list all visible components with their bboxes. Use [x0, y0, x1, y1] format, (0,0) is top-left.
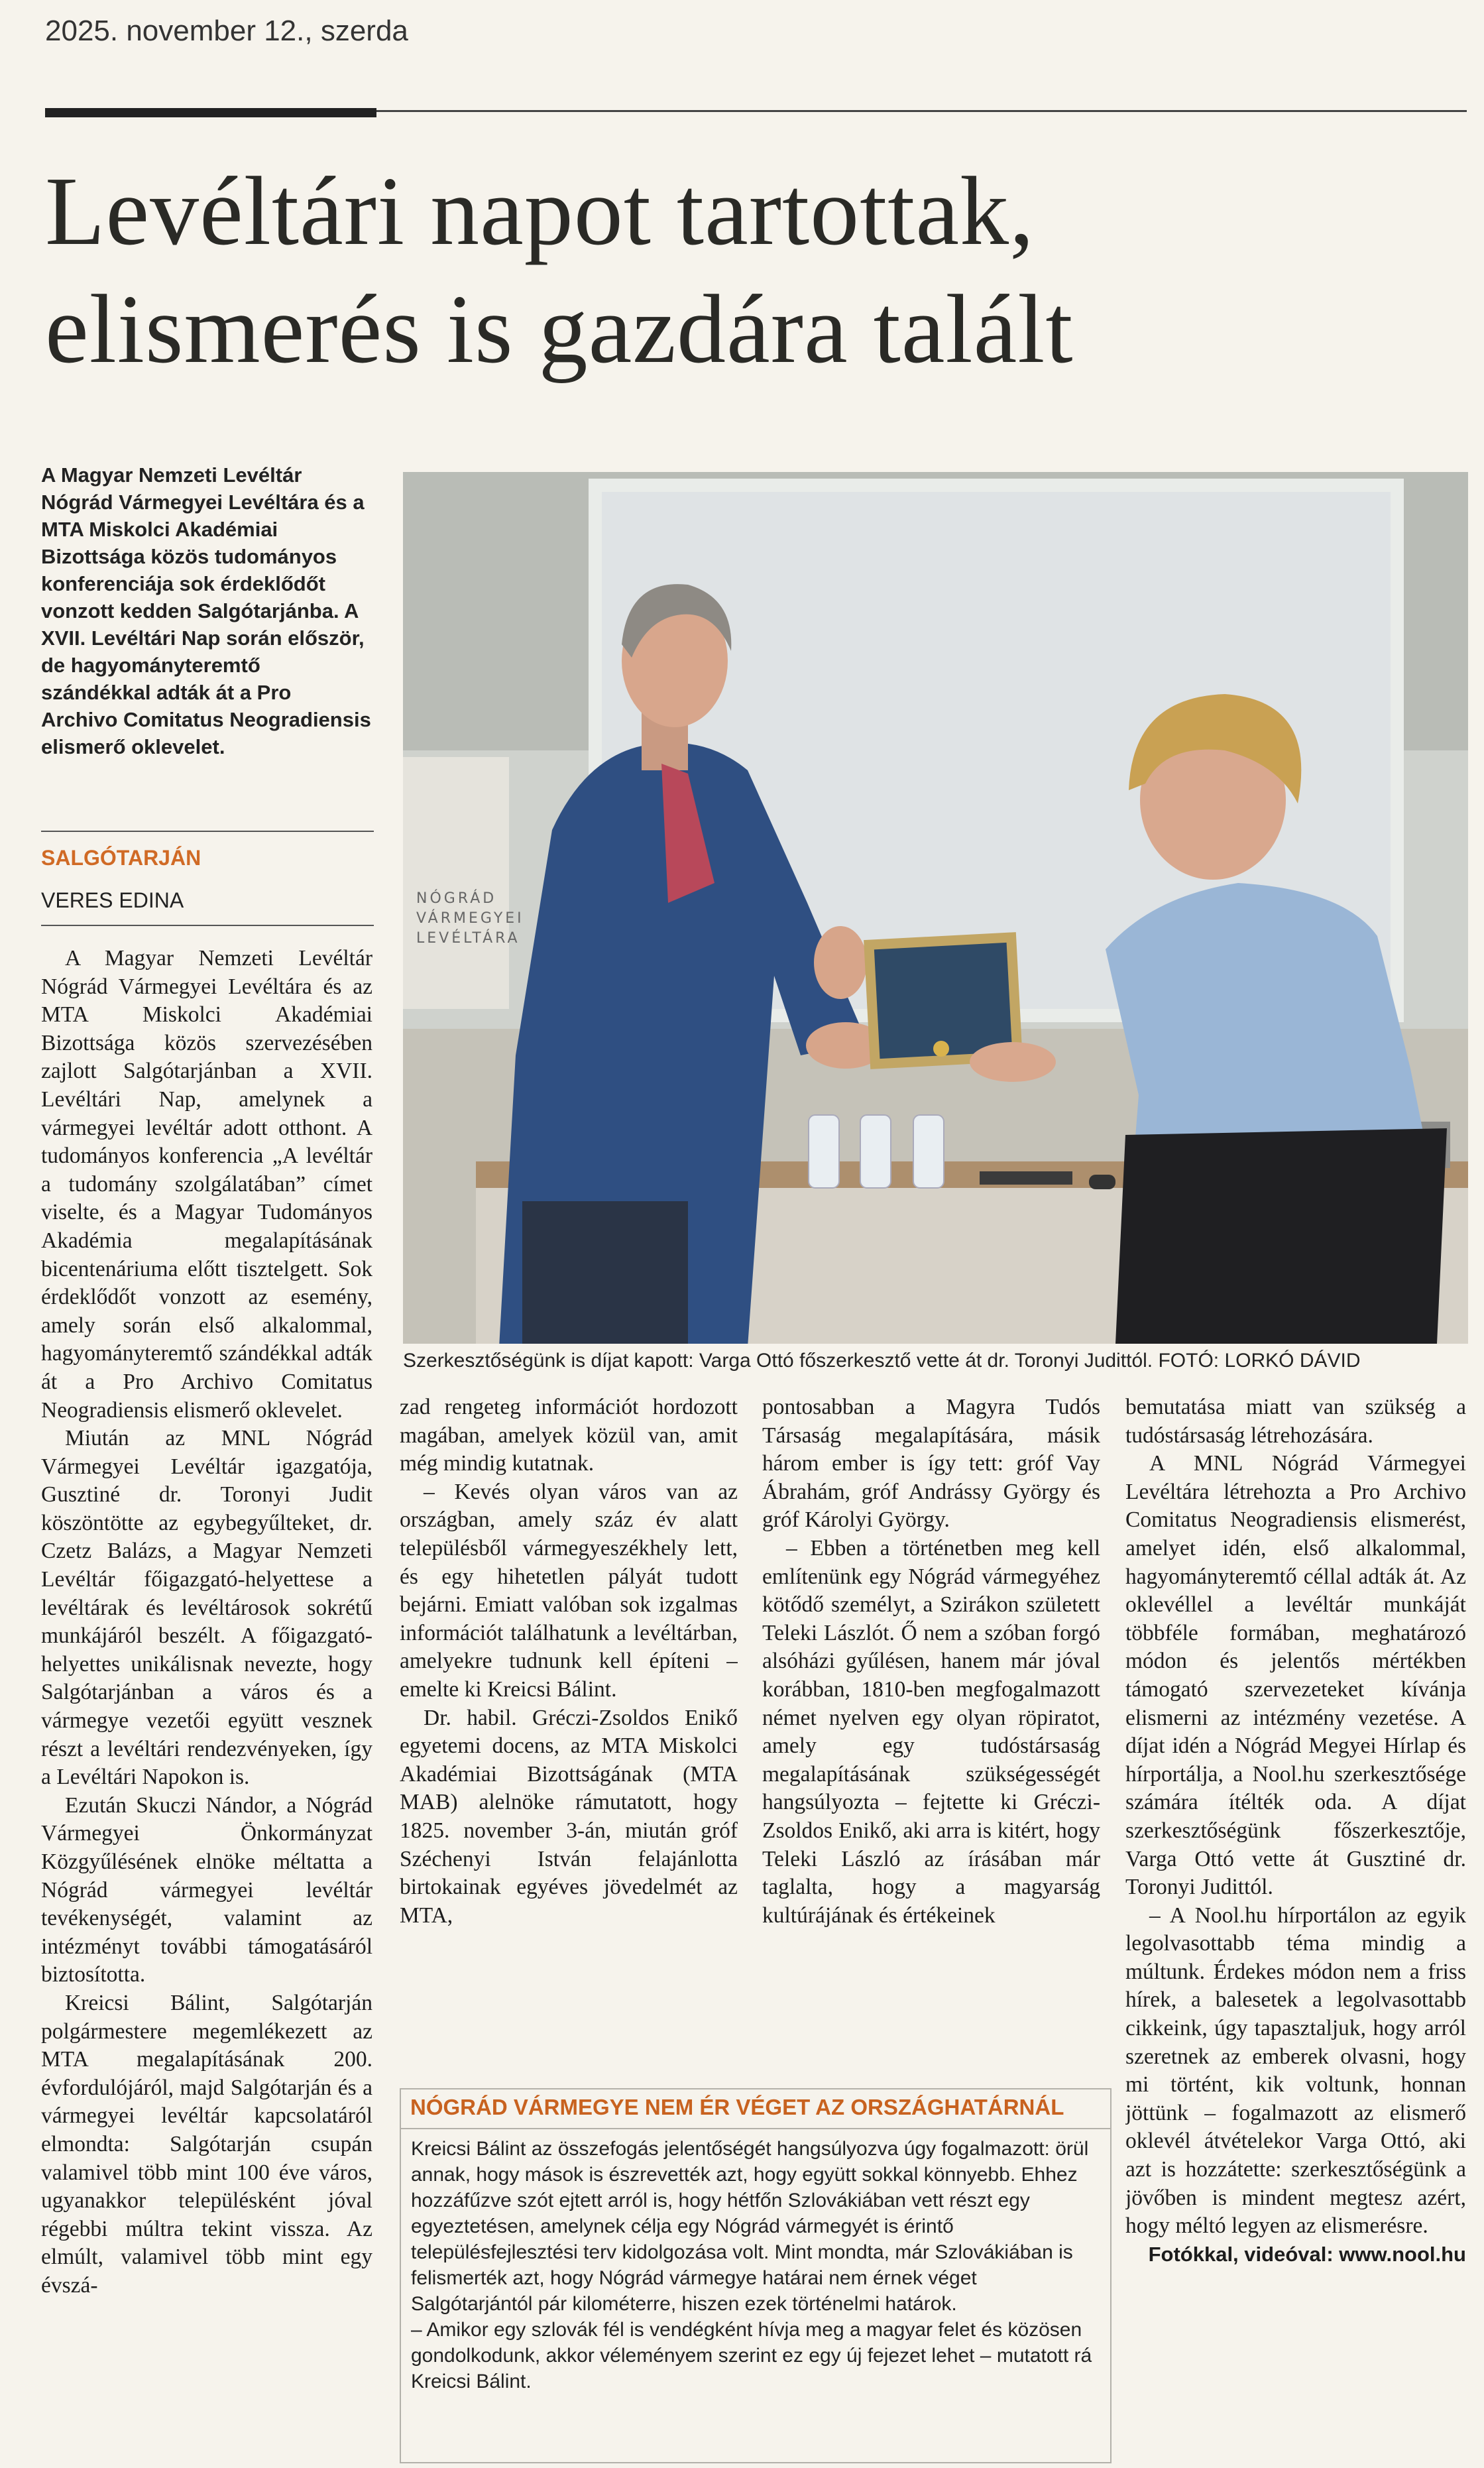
dateline: 2025. november 12., szerda — [45, 15, 408, 47]
sidebar-box-text — [411, 2136, 1104, 2394]
caption-text: Szerkesztőségünk is díjat kapott: Varga Ottó főszerkesztő vette át dr. Toronyi Judittól. — [403, 1350, 1153, 1372]
article-column-2 — [400, 1393, 738, 2087]
paragraph: Ezután Skuczi Nándor, a Nógrád Vármegyei Önkormányzat Közgyűlésének elnöke méltatta a Nógrád vármegyei levéltár tevékenységét, valamint az intézményt további támogatásáról biztosította. — [41, 1792, 372, 1987]
headline-line-2: elismerés is gazdára talált — [45, 275, 1074, 384]
wall-text-3: LEVÉLTÁRA — [416, 930, 520, 947]
article-column-1 — [41, 945, 372, 2443]
paragraph: – Kevés olyan város van az országban, amely száz év alatt településből vármegyeszékhely lett, és egy hihetetlen pályát tudott bejárni. Emiatt valóban sok izgalmas információt találhatunk a levéltárban, amelyekre tudnunk kell építeni – emelte ki Kreicsi Bálint. — [400, 1479, 738, 1702]
award-ceremony-image — [403, 472, 1468, 1344]
photo-caption — [403, 1350, 1468, 1372]
paragraph: Miután az MNL Nógrád Vármegyei Levéltár igazgatója, Gusztiné dr. Toronyi Judit köszöntötte az egybegyűlteket, dr. Czetz Balázs, a Magyar Nemzeti Levéltár főigazgató-helyettese a levéltárak és levéltárosok sokrétű munkájáról beszélt. A főigazgató-helyettes unikálisnak nevezte, hogy Salgótarjánban a város és a vármegye vezetői együtt vesznek részt a levéltári rendezvényeken, így a Levéltári Napokon is. — [41, 1426, 372, 1790]
headline — [45, 152, 1470, 388]
paragraph: pontosabban a Magyra Tudós Társaság megalapítására, másik három ember is így tett: gróf Vay Ábrahám, gróf Andrássy György és gróf Károlyi György. — [762, 1395, 1100, 1533]
photo-video-link: Fotókkal, videóval: www.nool.hu — [1148, 2242, 1466, 2266]
article-column-4 — [1125, 1393, 1466, 2467]
paragraph: A MNL Nógrád Vármegyei Levéltára létrehozta a Pro Archivo Comitatus Neogradiensis elismerést, amelyet idén, első alkalommal, hagyományteremtő céllal adták át. Az oklevéllel a levéltár munkáját többféle formában, meghatározó módon és jelentős mértékben támogató szervezeteket kívánja elismerni az intézmény vezetése. A díjat idén a Nógrád Megyei Hírlap és hírportálja, a Nool.hu szerkesztősége számára ítélték oda. A díjat szerkesztőségünk főszerkesztője, Varga Ottó vette át Gusztiné dr. Toronyi Judittól. — [1125, 1451, 1466, 1900]
wall-text-1: NÓGRÁD — [416, 890, 497, 907]
lead-separator — [41, 831, 374, 832]
paragraph: Dr. habil. Gréczi-Zsoldos Enikő egyetemi docens, az MTA Miskolci Akadémiai Bizottságának (MTA MAB) alelnöke rámutatott, hogy 1825. november 3-án, miután gróf Széchenyi István felajánlotta birtokainak egyéves jövedelmét az MTA, — [400, 1705, 738, 1928]
article-column-3 — [762, 1393, 1100, 2087]
paragraph: bemutatása miatt van szükség a tudóstársaság létrehozására. — [1125, 1395, 1466, 1448]
headline-line-1: Levéltári napot tartottak, — [45, 157, 1035, 266]
article-photo — [403, 472, 1468, 1344]
paragraph: – Ebben a történetben meg kell említenünk egy Nógrád vármegyéhez kötődő személyt, a Szirákon született Teleki Lászlót. Ő nem a szóban forgó alsóházi gyűlésen, hanem már jóval korábban, 1810-ben megfogalmazott német nyelven egy olyan röpiratot, amely egy tudóstársaság megalapításának szükségességét hangsúlyozta – fejtette ki Gréczi-Zsoldos Enikő, aki arra is kitért, hogy Teleki László az írásában már taglalta, hogy a magyarság kultúrájának és értékeinek — [762, 1535, 1100, 1928]
paragraph: Kreicsi Bálint az összefogás jelentőségét hangsúlyozva úgy fogalmazott: örül annak, hogy mások is észrevették azt, hogy együtt sokkal könnyebb. Ehhez hozzáfűzve szót ejtett arról is, hogy hétfőn Szlovákiában vett részt egy egyeztetésen, amelynek célja egy Nógrád vármegyét is érintő településfejlesztési terv kidolgozása volt. Mint mondta, már Szlovákiában is felismerték azt, hogy Nógrád vármegye határai nem érnek véget Salgótarjántól pár kilométerre, hiszen ezek történelmi határok. — [411, 2138, 1089, 2315]
wall-text-2: VÁRMEGYEI — [416, 910, 524, 927]
header-rule-accent — [45, 108, 376, 117]
paragraph: – Amikor egy szlovák fél is vendégként hívja meg a magyar felet és közösen gondolkodunk, akkor véleményem szerint ez egy új fejezet lehet – mutatott rá Kreicsi Bálint. — [411, 2319, 1092, 2392]
byline-separator — [41, 925, 374, 926]
byline-author: VERES EDINA — [41, 888, 184, 912]
caption-credit: FOTÓ: LORKÓ DÁVID — [1158, 1350, 1361, 1372]
byline-place: SALGÓTARJÁN — [41, 846, 201, 870]
paragraph: A Magyar Nemzeti Levéltár Nógrád Vármegyei Levéltára és az MTA Miskolci Akadémiai Bizottsága közös szervezésében zajlott Salgótarjánban a XVII. Levéltári Nap, amelynek a vármegyei levéltár adott otthont. A tudományos konferencia „A levéltár a tudomány szolgálatában” címet viselte, és a Magyar Tudományos Akadémia megalapításának bicentenáriuma előtt tisztelgett. Sok érdeklődőt vonzott az esemény, amely során első alkalommal, hagyományteremtő szándékkal adták át a Pro Archivo Comitatus Neogradiensis elismerő oklevelet. — [41, 946, 372, 1423]
sidebar-box-title — [400, 2088, 1112, 2129]
paragraph: – A Nool.hu hírportálon az egyik legolvasottabb téma mindig a múltunk. Érdekes módon nem a friss hírek, a balesetek a legolvasottabb cikkeink, úgy tapasztaljuk, hogy arról szeretnek az emberek olvasni, hogy mi történt, kik voltunk, honnan jöttünk – fogalmazott az elismerő oklevél átvételekor Varga Ottó, aki azt is hozzátette: szerkesztőségünk a jövőben is mindent megtesz azért, hogy méltó legyen az elismerésre. — [1125, 1903, 1466, 2239]
paragraph: zad rengeteg információt hordozott magában, amelyek közül van, amit még mindig kutatnak. — [400, 1395, 738, 1476]
paragraph: Kreicsi Bálint, Salgótarján polgármestere megemlékezett az MTA megalapításának 200. évfordulójáról, majd Salgótarján és a vármegyei levéltár kapcsolatáról elmondta: Salgótarján csupán valamivel több mint 100 éve város, ugyanakkor településként jóval régebbi múltra tekint vissza. Az elmúlt, valamivel több mint egy évszá- — [41, 1990, 372, 2298]
sidebar-box-heading: NÓGRÁD VÁRMEGYE NEM ÉR VÉGET AZ ORSZÁGHATÁRNÁL — [410, 2095, 1064, 2119]
lead-paragraph: A Magyar Nemzeti Levéltár Nógrád Vármegyei Levéltára és a MTA Miskolci Akadémiai Bizottsága közös tudományos konferenciája sok érdeklődőt vonzott kedden Salgótarjánba. A XVII. Levéltári Nap során először, de hagyományteremtő szándékkal adták át a Pro Archivo Comitatus Neogradiensis elismerő oklevelet. — [41, 463, 371, 758]
